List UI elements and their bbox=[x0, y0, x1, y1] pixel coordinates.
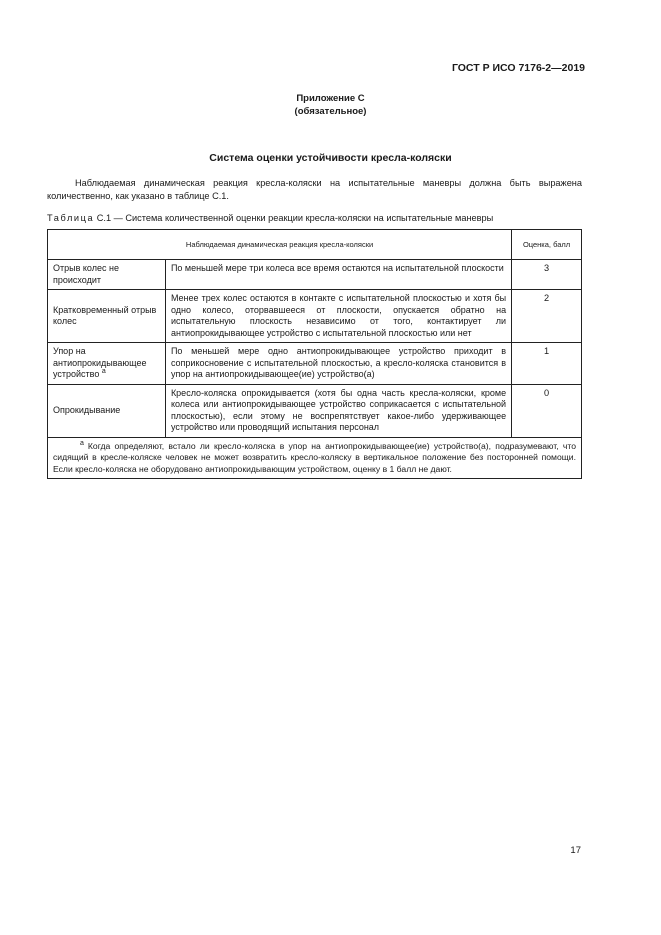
footnote-mark: а bbox=[80, 439, 84, 447]
header-reaction: Наблюдаемая динамическая реакция кресла-коляски bbox=[48, 230, 512, 260]
description-cell: Кресло-коляска опрокидывается (хотя бы одна часть кресла-коляски, кроме колеса или антиопрокидывающее устройство соприкасается с испытательной плоскостью), если этому не воспрепятствует какое-либо удерживающее устройство или проводящий испытания персонал bbox=[165, 384, 511, 437]
condition-cell: Отрыв колес не происходит bbox=[48, 260, 166, 290]
appendix-title: Приложение С bbox=[296, 93, 365, 104]
header-score: Оценка, балл bbox=[512, 230, 582, 260]
table-row bbox=[48, 290, 582, 343]
table-caption-prefix: Таблица bbox=[47, 213, 95, 223]
table-caption bbox=[47, 213, 587, 223]
score-cell: 2 bbox=[512, 290, 582, 343]
score-table bbox=[47, 229, 582, 479]
table-row bbox=[48, 343, 582, 385]
table-footnote bbox=[48, 437, 582, 479]
condition-cell bbox=[48, 343, 166, 385]
footnote-text: Когда определяют, встало ли кресло-коляска в упор на антиопрокидывающее(ие) устройство(а), подразумевают, что сидящий в кресле-коляске человек не может возвратить кресло-коляску в вертикальное положение без посторонней помощи. Если кресло-коляска не оборудовано антиопрокидывающим устройством, оценку в 1 балл не дают. bbox=[53, 440, 576, 474]
table-header-row bbox=[48, 230, 582, 260]
table-footnote-row bbox=[48, 437, 582, 479]
table-row bbox=[48, 260, 582, 290]
intro-paragraph: Наблюдаемая динамическая реакция кресла-коляски на испытательные маневры должна быть выражена количественно, как указано в таблице С.1. bbox=[47, 178, 582, 201]
description-cell: Менее трех колес остаются в контакте с испытательной плоскостью и хотя бы одно колесо, оторвавшееся от плоскости, опускается обратно на испытательную плоскость независимо от того, контактирует ли антиопрокидывающее устройство с испытательной плоскостью или нет bbox=[165, 290, 511, 343]
score-cell: 1 bbox=[512, 343, 582, 385]
description-cell: По меньшей мере три колеса все время остаются на испытательной плоскости bbox=[165, 260, 511, 290]
condition-cell: Опрокидывание bbox=[48, 384, 166, 437]
footnote-reference: а bbox=[101, 368, 106, 375]
section-title: Система оценки устойчивости кресла-коляски bbox=[209, 152, 452, 164]
score-cell: 3 bbox=[512, 260, 582, 290]
table-caption-text: С.1 — Система количественной оценки реакции кресла-коляски на испытательные маневры bbox=[96, 213, 494, 223]
page-number: 17 bbox=[570, 845, 581, 856]
appendix-status: (обязательное) bbox=[294, 106, 367, 117]
table-row bbox=[48, 384, 582, 437]
appendix-heading bbox=[0, 92, 661, 118]
document-code: ГОСТ Р ИСО 7176-2—2019 bbox=[451, 62, 585, 74]
description-cell: По меньшей мере одно антиопрокидывающее устройство приходит в соприкосновение с испытательной плоскостью, а кресло-коляска становится в упор на антиопрокидывающее(ие) устройство(а) bbox=[165, 343, 511, 385]
score-cell: 0 bbox=[512, 384, 582, 437]
condition-text: Упор на антиопрокидывающее устройство bbox=[53, 346, 147, 379]
condition-cell: Кратковременный отрыв колес bbox=[48, 290, 166, 343]
